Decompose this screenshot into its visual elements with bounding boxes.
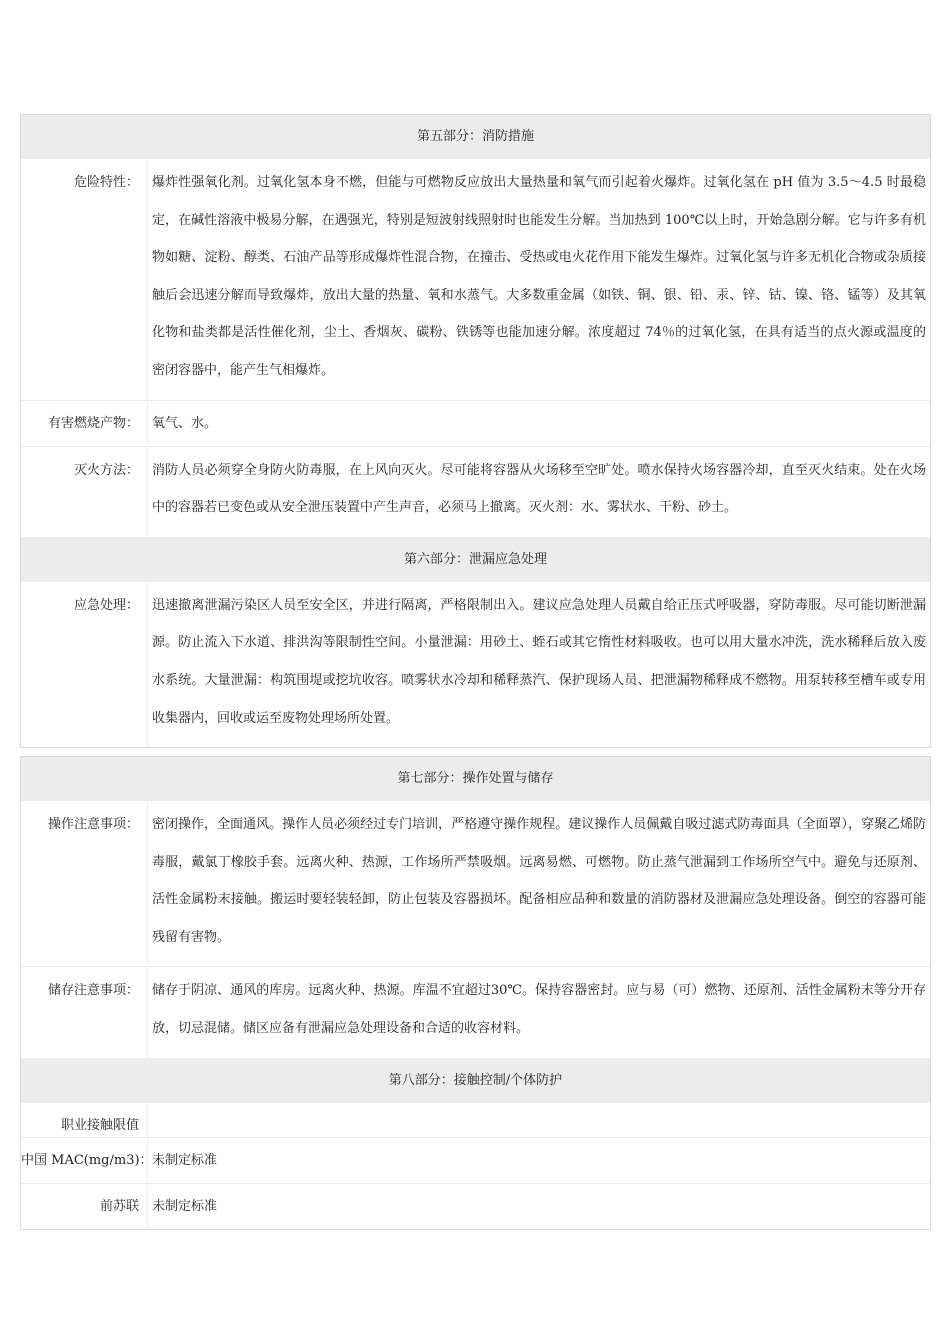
msds-table-part-1 (20, 114, 931, 748)
row-value: 密闭操作，全面通风。操作人员必须经过专门培训，严格遵守操作规程。建议操作人员佩戴自吸过滤式防毒面具（全面罩），穿聚乙烯防毒服，戴氯丁橡胶手套。远离火种、热源，工作场所严禁吸烟。远离易燃、可燃物。防止蒸气泄漏到工作场所空气中。避免与还原剂、活性金属粉末接触。搬运时要轻装轻卸，防止包装及容器损坏。配备相应品种和数量的消防器材及泄漏应急处理设备。倒空的容器可能残留有害物。 (152, 817, 926, 945)
row-label: 前苏联 (21, 1185, 148, 1229)
row-china-mac (21, 1138, 930, 1184)
row-label: 应急处理： (21, 583, 148, 747)
row-label: 储存注意事项： (21, 968, 148, 1057)
row-value: 氧气、水。 (152, 415, 218, 431)
row-label: 职业接触限值 (21, 1104, 148, 1137)
section-header-handling-storage: 第七部分：操作处置与储存 (21, 757, 930, 801)
row-handling-precautions (21, 801, 930, 967)
row-former-soviet-union (21, 1184, 930, 1229)
row-value: 未制定标准 (152, 1152, 218, 1168)
row-extinguishing-method (21, 447, 930, 538)
msds-table-part-2 (20, 756, 931, 1230)
row-label: 危险特性： (21, 160, 148, 400)
row-value: 迅速撤离泄漏污染区人员至安全区，并进行隔离，严格限制出入。建议应急处理人员戴自给正压式呼吸器，穿防毒服。尽可能切断泄漏源。防止流入下水道、排洪沟等限制性空间。小量泄漏：用砂土、蛭石或其它惰性材料吸收。也可以用大量水冲洗，洗水稀释后放入废水系统。大量泄漏：构筑围堤或挖坑收容。喷雾状水冷却和稀释蒸汽、保护现场人员、把泄漏物稀释成不燃物。用泵转移至槽车或专用收集器内，回收或运至废物处理场所处置。 (152, 597, 926, 726)
section-header-leak-emergency: 第六部分：泄漏应急处理 (21, 538, 930, 582)
section-header-exposure-control: 第八部分：接触控制/个体防护 (21, 1059, 930, 1103)
section-header-fire-fighting: 第五部分：消防措施 (21, 115, 930, 159)
row-emergency-treatment (21, 582, 930, 747)
row-label: 有害燃烧产物： (21, 402, 148, 446)
row-value: 未制定标准 (152, 1198, 218, 1214)
row-occupational-exposure-limit (21, 1103, 930, 1138)
row-label: 操作注意事项： (21, 802, 148, 966)
row-hazard-characteristics (21, 159, 930, 401)
row-label: 中国 MAC(mg/m3)： (21, 1139, 148, 1183)
row-storage-precautions (21, 967, 930, 1058)
row-value: 储存于阴凉、通风的库房。远离火种、热源。库温不宜超过30℃。保持容器密封。应与易（可）燃物、还原剂、活性金属粉末等分开存放，切忌混储。储区应备有泄漏应急处理设备和合适的收容材料。 (152, 983, 926, 1036)
row-value (148, 1104, 930, 1137)
row-value: 消防人员必须穿全身防火防毒服，在上风向灭火。尽可能将容器从火场移至空旷处。喷水保持火场容器冷却，直至灭火结束。处在火场中的容器若已变色或从安全泄压装置中产生声音，必须马上撤离。灭火剂：水、雾状水、干粉、砂土。 (152, 462, 926, 516)
row-label: 灭火方法： (21, 448, 148, 537)
row-value: 爆炸性强氧化剂。过氧化氢本身不燃，但能与可燃物反应放出大量热量和氧气而引起着火爆炸。过氧化氢在 pH 值为 3.5～4.5 时最稳定，在碱性溶液中极易分解，在遇强光，特别是短波射线照射时也能发生分解。当加热到 100℃以上时，开始急剧分解。它与许多有机物如糖、淀粉、醇类、石油产品等形成爆炸性混合物，在撞击、受热或电火花作用下能发生爆炸。过氧化氢与许多无机化合物或杂质接触后会迅速分解而导致爆炸，放出大量的热量、氧和水蒸气。大多数重金属（如铁、铜、银、铅、汞、锌、钴、镍、铬、锰等）及其氧化物和盐类都是活性催化剂，尘土、香烟灰、碳粉、铁锈等也能加速分解。浓度超过 74％的过氧化氢，在具有适当的点火源或温度的密闭容器中，能产生气相爆炸。 (152, 175, 926, 378)
row-hazardous-combustion-products (21, 401, 930, 447)
